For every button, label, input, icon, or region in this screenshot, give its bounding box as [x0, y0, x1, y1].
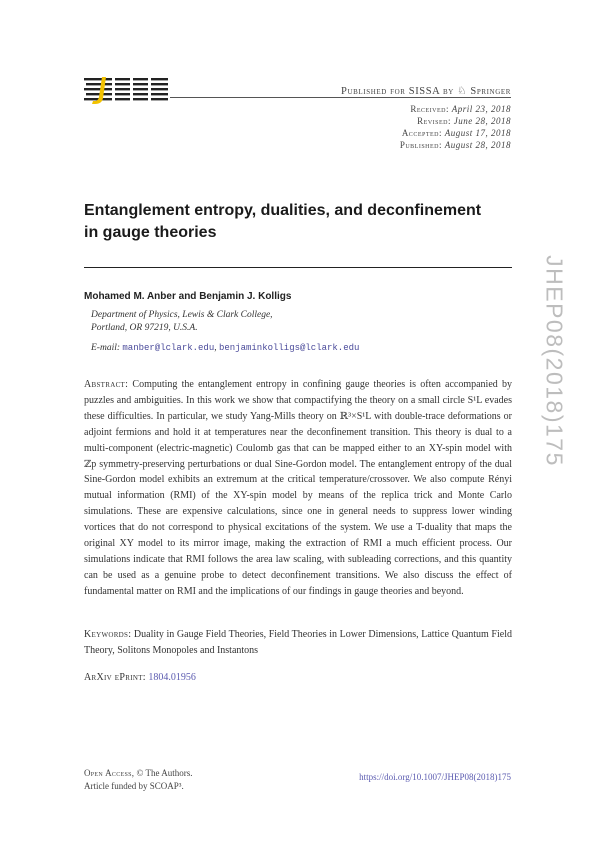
published-for-line	[341, 85, 511, 97]
date-label: Published:	[399, 140, 442, 150]
email-line	[91, 343, 359, 353]
jhep-logo	[84, 76, 170, 106]
footer-open-access	[84, 767, 192, 793]
date-published	[400, 140, 511, 150]
abstract	[84, 377, 512, 600]
title-rule	[84, 267, 512, 268]
arxiv-link[interactable]: 1804.01956	[148, 672, 196, 683]
email-label: E-mail:	[91, 343, 121, 353]
abstract-label: Abstract:	[84, 379, 129, 390]
date-value: August 17, 2018	[444, 128, 511, 138]
doi-link[interactable]: https://doi.org/10.1007/JHEP08(2018)175	[359, 772, 511, 782]
date-value: August 28, 2018	[444, 140, 511, 150]
date-accepted	[402, 128, 511, 138]
email-link-kolligs[interactable]: benjaminkolligs@lclark.edu	[218, 343, 360, 353]
springer-horse-icon: ♘	[457, 86, 468, 97]
authors: Mohamed M. Anber and Benjamin J. Kolligs	[84, 291, 292, 302]
keywords	[84, 627, 512, 659]
affiliation-line: Department of Physics, Lewis & Clark College,	[91, 310, 273, 320]
keywords-label: Keywords:	[84, 629, 132, 640]
date-label: Accepted:	[401, 128, 442, 138]
published-for-text: Published for SISSA by	[341, 86, 454, 97]
keywords-text: Duality in Gauge Field Theories, Field Theories in Lower Dimensions, Lattice Quantum Field Theory, Solitons Monopoles and Instantons	[84, 629, 512, 656]
publisher-name: Springer	[470, 86, 511, 97]
date-label: Received:	[410, 104, 449, 114]
title-line: in gauge theories	[84, 224, 217, 241]
abstract-text: Computing the entanglement entropy in confining gauge theories is often accompanied by puzzles and ambiguities. In this work we show that compactifying the theory on a small circle S¹L evades these difficulties. In particular, we study Yang-Mills theory on ℝ³×S¹L with double-trace deformations or adjoint fermions and hold it at temperatures near the deconfinement transition. This theory is dual to a multi-component (electric-magnetic) Coulomb gas that can be mapped either to an XY-spin model with ℤp symmetry-preserving perturbations or dual Sine-Gordon model. The entanglement entropy of the dual Sine-Gordon model exhibits an extremum at the critical temperature/crossover. We also compute Rényi mutual information (RMI) of the XY-spin model by means of the replica trick and Monte Carlo simulations. These are expensive calculations, since one in general needs to suppress lower winding vortices that do not correspond to physical excitations of the system. We use a T-duality that maps the original XY model to its mirror image, making the extraction of RMI a much efficient process. Our simulations indicate that RMI follows the area law scaling, with subleading corrections, and this quantity can be used as a genuine probe to detect deconfinement transitions. We also discuss the effect of fundamental matter on RMI and the implications of our findings in gauge theories and beyond.	[84, 379, 512, 597]
arxiv-eprint	[84, 672, 196, 683]
header-rule	[170, 97, 511, 98]
date-value: June 28, 2018	[453, 116, 511, 126]
date-value: April 23, 2018	[451, 104, 511, 114]
email-separator: ,	[214, 343, 217, 353]
paper-title	[84, 200, 514, 244]
email-link-anber[interactable]: manber@lclark.edu	[122, 343, 215, 353]
open-access-label: Open Access,	[84, 768, 135, 778]
date-label: Revised:	[417, 116, 451, 126]
date-received	[410, 104, 511, 114]
affiliation-line: Portland, OR 97219, U.S.A.	[91, 323, 198, 333]
side-stamp	[534, 226, 574, 496]
copyright-text: © The Authors.	[136, 768, 193, 778]
side-stamp-text: JHEP08(2018)175	[541, 255, 568, 467]
arxiv-label: ArXiv ePrint:	[84, 672, 146, 683]
title-line: Entanglement entropy, dualities, and deconfinement	[84, 202, 482, 219]
funding-text: Article funded by SCOAP³.	[84, 781, 184, 791]
date-revised	[417, 116, 511, 126]
